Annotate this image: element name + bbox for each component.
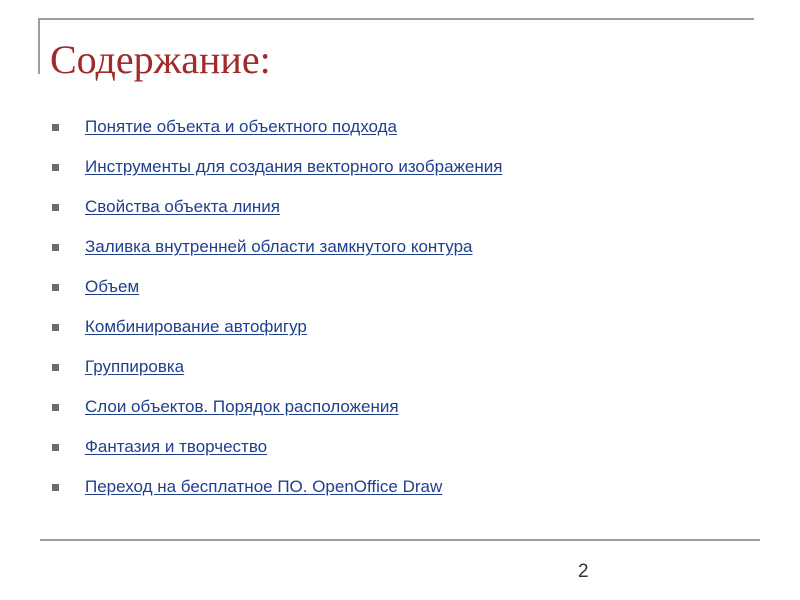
toc-link-combining-autoshapes[interactable]: Комбинирование автофигур xyxy=(85,317,307,336)
frame-bottom-line xyxy=(40,539,760,541)
square-bullet-icon xyxy=(52,164,59,171)
frame-top-line xyxy=(38,18,754,20)
square-bullet-icon xyxy=(52,404,59,411)
square-bullet-icon xyxy=(52,124,59,131)
square-bullet-icon xyxy=(52,204,59,211)
toc-link-grouping[interactable]: Группировка xyxy=(85,357,185,376)
toc-item xyxy=(52,276,502,316)
toc-item xyxy=(52,356,502,396)
table-of-contents xyxy=(52,116,502,516)
square-bullet-icon xyxy=(52,364,59,371)
toc-item xyxy=(52,316,502,356)
toc-link-line-properties[interactable]: Свойства объекта линия xyxy=(85,197,280,216)
square-bullet-icon xyxy=(52,444,59,451)
page-number: 2 xyxy=(578,561,589,582)
toc-item xyxy=(52,196,502,236)
toc-link-fill-closed-contour[interactable]: Заливка внутренней области замкнутого контура xyxy=(85,237,473,256)
square-bullet-icon xyxy=(52,284,59,291)
toc-link-fantasy-creativity[interactable]: Фантазия и творчество xyxy=(85,437,268,456)
toc-item xyxy=(52,116,502,156)
toc-item xyxy=(52,436,502,476)
square-bullet-icon xyxy=(52,484,59,491)
toc-item xyxy=(52,236,502,276)
toc-link-vector-tools[interactable]: Инструменты для создания векторного изображения xyxy=(85,157,503,176)
toc-item xyxy=(52,156,502,196)
toc-item xyxy=(52,476,502,516)
square-bullet-icon xyxy=(52,244,59,251)
toc-link-volume[interactable]: Объем xyxy=(85,277,140,296)
toc-link-object-concept[interactable]: Понятие объекта и объектного подхода xyxy=(85,117,397,136)
toc-link-openoffice-draw[interactable]: Переход на бесплатное ПО. OpenOffice Draw xyxy=(85,477,443,496)
frame-left-line xyxy=(38,18,40,74)
square-bullet-icon xyxy=(52,324,59,331)
toc-item xyxy=(52,396,502,436)
slide-title: Содержание: xyxy=(50,37,271,82)
toc-link-object-layers[interactable]: Слои объектов. Порядок расположения xyxy=(85,397,399,416)
